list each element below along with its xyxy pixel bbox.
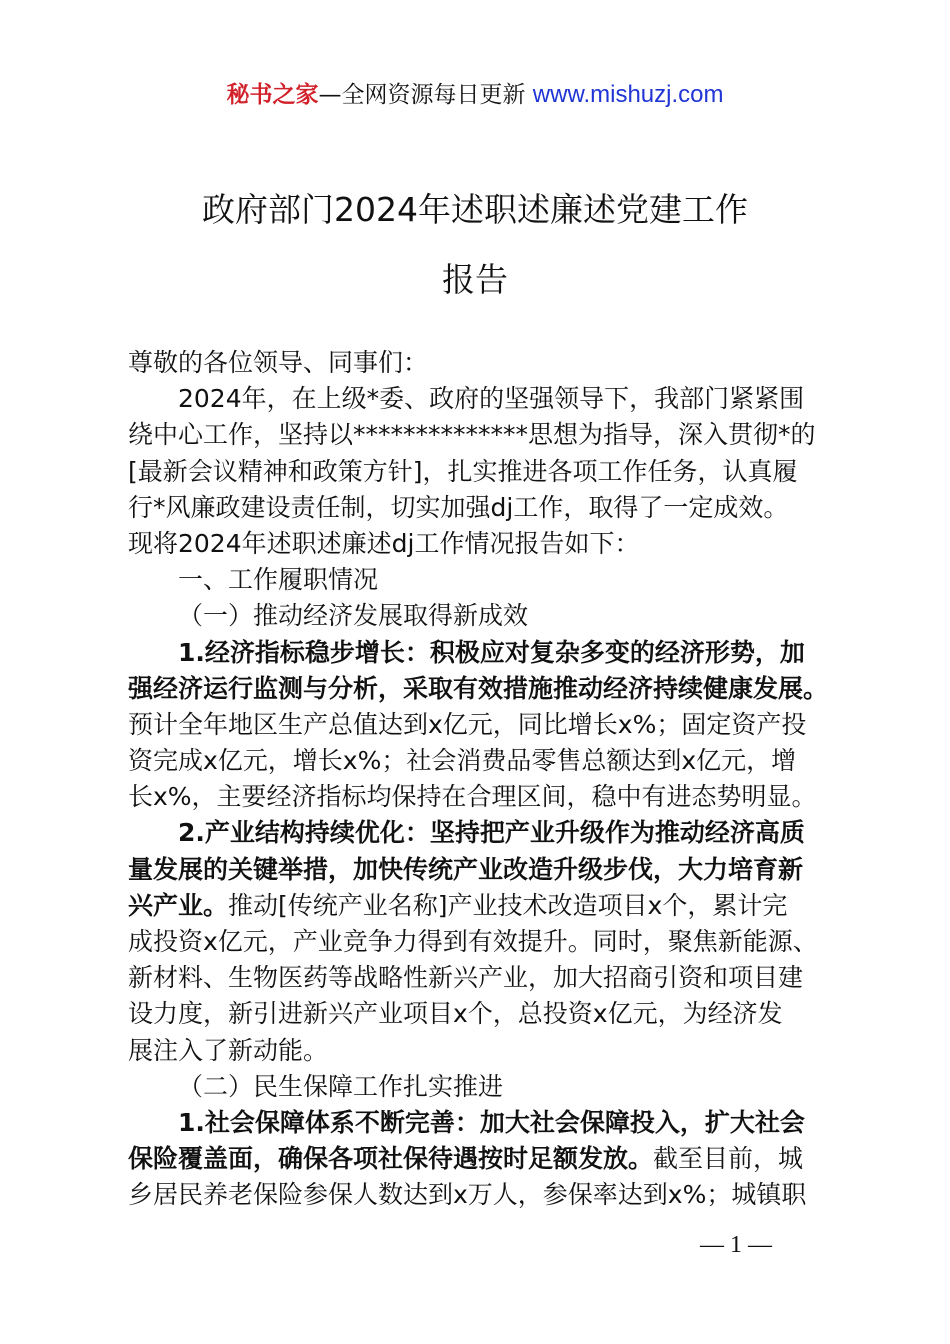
item-heading: 1.经济指标稳步增长：积极应对复杂多变的经济形势，加 <box>178 637 805 667</box>
paragraph-text: 推动[传统产业名称]产业技术改造项目x个，累计完 <box>228 890 788 920</box>
intro-line: [最新会议精神和政策方针]，扎实推进各项工作任务，认真履 <box>128 456 798 486</box>
paragraph-text: 截至目前，城 <box>653 1144 804 1174</box>
intro-line: 2024年，在上级*委、政府的坚强领导下，我部门紧紧围 <box>178 384 805 414</box>
item-heading: 强经济运行监测与分析，采取有效措施推动经济持续健康发展。 <box>128 673 829 703</box>
paragraph-line: 预计全年地区生产总值达到x亿元，同比增长x%；固定资产投 <box>128 709 807 739</box>
doc-body <box>128 345 832 1214</box>
item-heading-tail: 兴产业。 <box>128 890 229 920</box>
intro-line: 现将2024年述职述廉述dj工作情况报告如下： <box>128 528 640 558</box>
intro-line: 行*风廉政建设责任制，切实加强dj工作，取得了一定成效。 <box>128 492 789 522</box>
paragraph-line: 新材料、生物医药等战略性新兴产业，加大招商引资和项目建 <box>128 963 804 993</box>
page-number: — 1 — <box>700 1232 772 1258</box>
section-heading: 一、工作履职情况 <box>178 565 379 595</box>
site-brand: 秘书之家 <box>226 82 319 108</box>
paragraph-line: 乡居民养老保险参保人数达到x万人，参保率达到x%；城镇职 <box>128 1180 807 1210</box>
item-heading: 1.社会保障体系不断完善：加大社会保障投入，扩大社会 <box>178 1107 805 1137</box>
paragraph-line: 成投资x亿元，产业竞争力得到有效提升。同时，聚焦新能源、 <box>128 927 818 956</box>
paragraph-line: 资完成x亿元，增长x%；社会消费品零售总额达到x亿元，增 <box>128 746 797 776</box>
item-heading: 2.产业结构持续优化：坚持把产业升级作为推动经济高质 <box>178 818 805 848</box>
paragraph-line: 长x%，主要经济指标均保持在合理区间，稳中有进态势明显。 <box>128 782 817 812</box>
site-url-link[interactable]: www.mishuzj.com <box>532 81 724 108</box>
site-tagline: —全网资源每日更新 <box>318 82 533 108</box>
paragraph-line: 设力度，新引进新兴产业项目x个，总投资x亿元，为经济发 <box>128 999 783 1029</box>
item-heading-tail: 保险覆盖面，确保各项社保待遇按时足额发放。 <box>128 1144 654 1174</box>
salutation: 尊敬的各位领导、同事们： <box>128 348 429 377</box>
subsection-heading: （二）民生保障工作扎实推进 <box>178 1071 504 1101</box>
paragraph-line <box>128 1141 832 1177</box>
paragraph-line <box>128 888 832 924</box>
item-heading: 量发展的关键举措，加快传统产业改造升级步伐，大力培育新 <box>128 854 804 884</box>
site-header <box>0 78 950 112</box>
doc-title-line-2: 报告 <box>442 260 508 299</box>
subsection-heading: （一）推动经济发展取得新成效 <box>178 601 529 631</box>
paragraph-line: 展注入了新动能。 <box>128 1035 329 1065</box>
intro-line: 绕中心工作，坚持以**************思想为指导，深入贯彻*的 <box>128 420 816 450</box>
doc-title-line-1: 政府部门2024年述职述廉述党建工作 <box>202 190 748 229</box>
